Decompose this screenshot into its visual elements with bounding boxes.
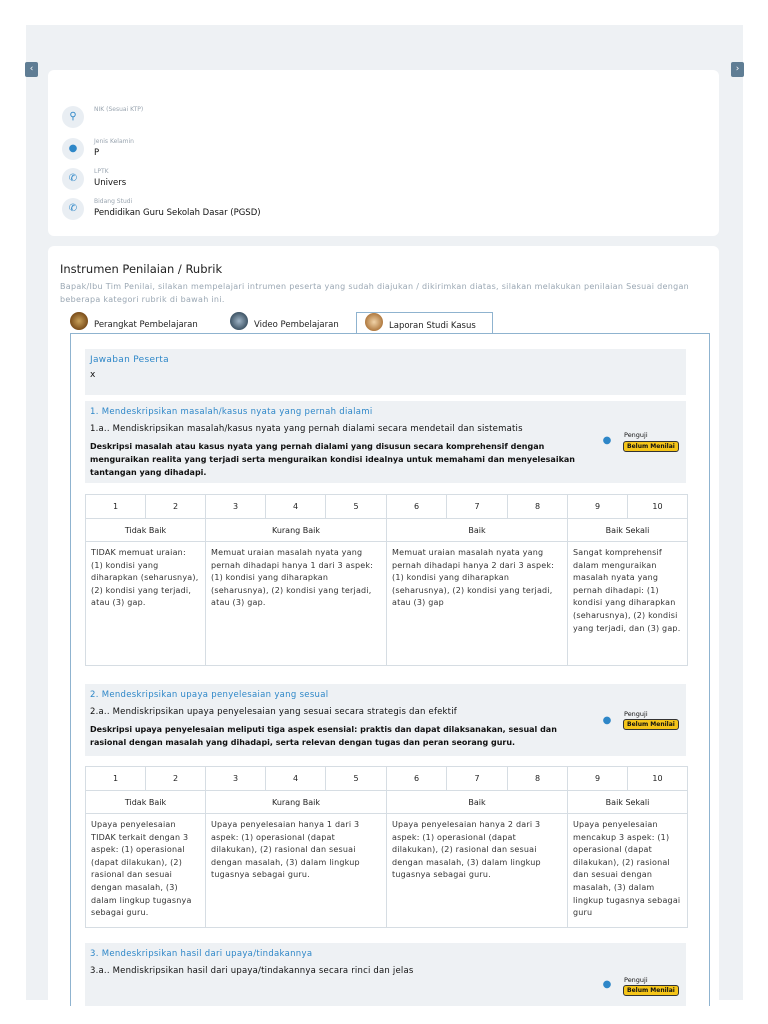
report-icon <box>365 313 383 331</box>
score-option[interactable]: 1 <box>86 495 146 519</box>
status-badge[interactable]: Belum Menilai <box>623 985 679 996</box>
score-option[interactable]: 9 <box>568 767 628 791</box>
penguji-label: Penguji <box>624 710 648 718</box>
criterion-title: 1. Mendeskripsikan masalah/kasus nyata yang pernah dialami <box>90 407 373 417</box>
criterion-title: 2. Mendeskripsikan upaya penyelesaian yang sesual <box>90 690 329 700</box>
page-title: Instrumen Penilaian / Rubrik <box>60 262 223 276</box>
score-option[interactable]: 7 <box>447 495 508 519</box>
score-option[interactable]: 4 <box>266 495 326 519</box>
user-icon: ● <box>62 138 84 160</box>
score-row <box>86 495 688 519</box>
score-option[interactable]: 6 <box>387 767 447 791</box>
score-option[interactable]: 6 <box>387 495 447 519</box>
profile-label: LPTK <box>94 168 109 175</box>
tab-label: Video Pembelajaran <box>254 320 339 330</box>
penguji-label: Penguji <box>624 431 648 439</box>
tab-label: Laporan Studi Kasus <box>389 321 476 331</box>
chevron-left-icon[interactable]: ‹ <box>25 62 38 77</box>
score-option[interactable]: 5 <box>326 495 387 519</box>
tab-panel-laporan-studi-kasus <box>70 333 710 1006</box>
rubric-description: Memuat uraian masalah nyata yang pernah dihadapi hanya 1 dari 3 aspek: (1) kondisi yang diharapkan (seharusnya), (2) kondisi yang terjadi, atau (3) gap. <box>206 542 387 666</box>
rubric-description: Upaya penyelesaian hanya 2 dari 3 aspek: (1) operasional (dapat dilakukan), (2) rasional dan sesuai dengan masalah, (3) dalam lingkup tugasnya sebagai guru. <box>387 814 568 928</box>
category-label: Baik <box>387 519 568 542</box>
profile-label: Bidang Studi <box>94 198 133 205</box>
score-option[interactable]: 10 <box>628 767 688 791</box>
score-option[interactable]: 8 <box>508 767 568 791</box>
map-marker-icon: ⚲ <box>62 106 84 128</box>
criterion-description: Deskripsi upaya penyelesaian meliputi tiga aspek esensial: praktis dan dapat dilaksanakan, sesual dan rasional dengan masalah yang dihadapi, serta relevan dengan tugas dan peran seorang guru. <box>90 725 557 747</box>
category-label: Baik Sekali <box>568 519 688 542</box>
status-badge[interactable]: Belum Menilai <box>623 441 679 452</box>
user-icon: ● <box>602 435 612 446</box>
assessment-description: Bapak/Ibu Tim Penilai, silakan mempelajari intrumen peserta yang sudah diajukan / dikirimkan diatas, silakan melakukan penilaian Sesuai dengan beberapa kategori rubrik di bawah ini. <box>60 282 690 304</box>
criterion-block <box>85 684 686 756</box>
profile-value: Univers <box>94 178 127 188</box>
category-row <box>86 519 688 542</box>
profile-value: P <box>94 148 100 158</box>
book-icon <box>70 312 88 330</box>
tab-label: Perangkat Pembelajaran <box>94 320 198 330</box>
rubric-description-row <box>86 814 688 928</box>
rubric-description: Memuat uraian masalah nyata yang pernah dihadapi hanya 2 dari 3 aspek: (1) kondisi yang diharapkan (seharusnya), (2) kondisi yang terjadi, atau (3) gap <box>387 542 568 666</box>
answer-box <box>85 349 686 395</box>
rubric-description: Upaya penyelesaian TIDAK terkait dengan 3 aspek: (1) operasional (dapat dilakukan), (2) rasional dan sesuai dengan masalah, (3) dalam lingkup tugasnya sebagai guru. <box>86 814 206 928</box>
user-icon: ● <box>602 979 612 990</box>
whatsapp-icon: ✆ <box>62 168 84 190</box>
score-option[interactable]: 8 <box>508 495 568 519</box>
score-option[interactable]: 9 <box>568 495 628 519</box>
category-label: Kurang Baik <box>206 519 387 542</box>
profile-card <box>48 70 719 236</box>
penguji-label: Penguji <box>624 976 648 984</box>
rubric-description: Upaya penyelesaian mencakup 3 aspek: (1) operasional (dapat dilakukan), (2) rasional dan sesuai dengan masalah, (3) dalam lingkup tugasnya sebagai guru <box>568 814 688 928</box>
tab-video-pembelajaran[interactable] <box>222 312 352 334</box>
criterion-title: 3. Mendeskripsikan hasil dari upaya/tindakannya <box>90 949 313 959</box>
score-option[interactable]: 5 <box>326 767 387 791</box>
criterion-subtitle: 2.a.. Mendiskripsikan upaya penyelesaian yang sesuai secara strategis dan efektif <box>90 707 457 717</box>
criterion-subtitle: 3.a.. Mendiskripsikan hasil dari upaya/tindakannya secara rinci dan jelas <box>90 966 414 976</box>
whatsapp-icon: ✆ <box>62 198 84 220</box>
criterion-block <box>85 401 686 483</box>
category-label: Kurang Baik <box>206 791 387 814</box>
status-badge[interactable]: Belum Menilai <box>623 719 679 730</box>
video-icon <box>230 312 248 330</box>
criterion-block <box>85 943 686 1006</box>
rubric-description-row <box>86 542 688 666</box>
category-row <box>86 791 688 814</box>
score-option[interactable]: 3 <box>206 767 266 791</box>
answer-label: Jawaban Peserta <box>90 355 169 365</box>
tab-bar <box>62 312 712 334</box>
rubric-table <box>85 494 688 666</box>
rubric-description: Upaya penyelesaian hanya 1 dari 3 aspek: (1) operasional (dapat dilakukan), (2) rasional dan sesuai dengan masalah, (3) dalam lingkup tugasnya sebagai guru. <box>206 814 387 928</box>
score-option[interactable]: 4 <box>266 767 326 791</box>
profile-label: Jenis Kelamin <box>94 138 134 145</box>
tab-laporan-studi-kasus[interactable] <box>356 312 493 334</box>
profile-label: NIK (Sesuai KTP) <box>94 106 144 113</box>
chevron-right-icon[interactable]: › <box>731 62 744 77</box>
category-label: Baik Sekali <box>568 791 688 814</box>
category-label: Tidak Baik <box>86 519 206 542</box>
profile-value: Pendidikan Guru Sekolah Dasar (PGSD) <box>94 208 261 218</box>
assessment-card <box>48 246 719 1006</box>
score-option[interactable]: 2 <box>146 495 206 519</box>
category-label: Baik <box>387 791 568 814</box>
criterion-subtitle: 1.a.. Mendiskripsikan masalah/kasus nyata yang pernah dialami secara mendetail dan sistematis <box>90 424 523 434</box>
score-option[interactable]: 1 <box>86 767 146 791</box>
rubric-description: Sangat komprehensif dalam menguraikan masalah nyata yang pernah dihadapi: (1) kondisi yang diharapkan (seharusnya), (2) kondisi yang terjadi, dan (3) gap. <box>568 542 688 666</box>
score-option[interactable]: 10 <box>628 495 688 519</box>
tab-perangkat-pembelajaran[interactable] <box>62 312 212 334</box>
user-icon: ● <box>602 715 612 726</box>
criterion-description: Deskripsi masalah atau kasus nyata yang pernah dialami yang disusun secara komprehensif dengan menguraikan realita yang terjadi serta menguraikan kondisi idealnya untuk memahami dan menyelesaikan tantangan yang dihadapi. <box>90 442 575 477</box>
score-row <box>86 767 688 791</box>
score-option[interactable]: 3 <box>206 495 266 519</box>
rubric-description: TIDAK memuat uraian: (1) kondisi yang diharapkan (seharusnya), (2) kondisi yang terjadi, atau (3) gap. <box>86 542 206 666</box>
score-option[interactable]: 2 <box>146 767 206 791</box>
score-option[interactable]: 7 <box>447 767 508 791</box>
category-label: Tidak Baik <box>86 791 206 814</box>
answer-value: x <box>90 370 96 380</box>
rubric-table <box>85 766 688 928</box>
